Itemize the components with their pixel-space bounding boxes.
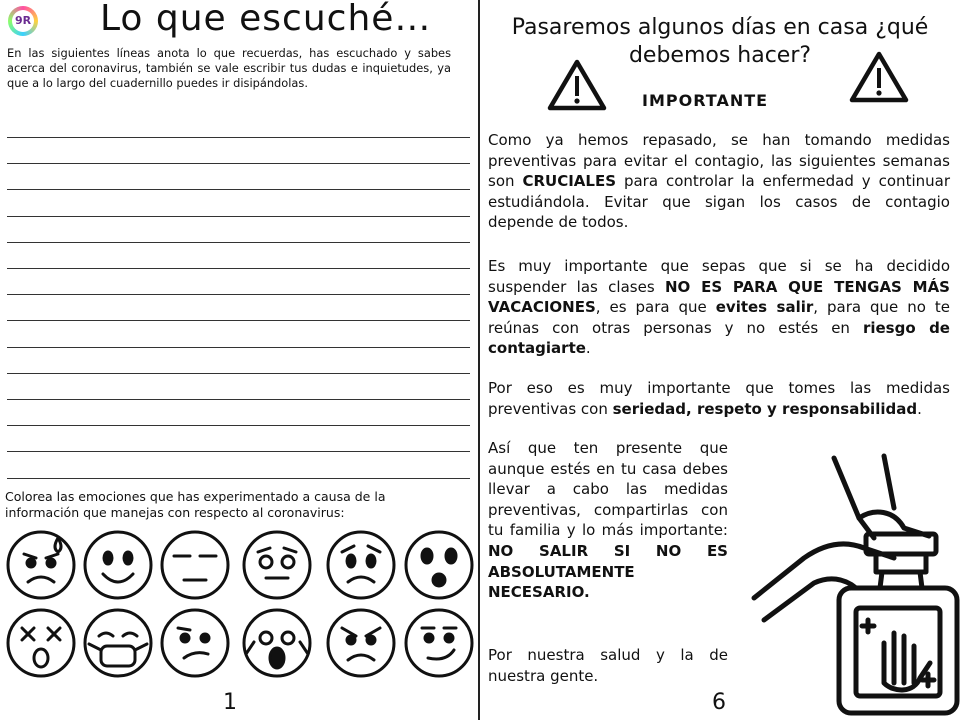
surprised-icon[interactable] xyxy=(402,528,476,602)
writing-line[interactable] xyxy=(7,320,470,321)
paragraph-2: Es muy importante que sepas que si se ha decidido suspender las clases NO ES PARA QUE TENGAS MÁS VACACIONES, es para que evites salir, para que no te reúnas con otras personas y no estés en riesgo de contagiarte. xyxy=(488,257,950,358)
writing-line[interactable] xyxy=(7,399,470,400)
paragraph-3: Por eso es muy importante que tomes las medidas preventivas con seriedad, respeto y responsabilidad. xyxy=(488,379,950,418)
confused-icon[interactable] xyxy=(158,606,232,680)
neutral-icon[interactable] xyxy=(158,528,232,602)
page-number: 6 xyxy=(712,690,726,715)
logo-text: 9R xyxy=(12,10,34,32)
paragraph-1: Como ya hemos repasado, se han tomando medidas preventivas para evitar el contagio, las siguientes semanas son CRUCIALES para controlar la enfermedad y continuar estudiándola. Evitar que sigan los casos de contagio depende de todos. xyxy=(488,131,950,232)
writing-line[interactable] xyxy=(7,478,470,479)
writing-line[interactable] xyxy=(7,425,470,426)
writing-line[interactable] xyxy=(7,373,470,374)
right-page xyxy=(480,0,960,720)
left-page xyxy=(0,0,478,720)
writing-line[interactable] xyxy=(7,137,470,138)
masked-icon[interactable] xyxy=(81,606,155,680)
hand-sanitizer-icon xyxy=(744,448,960,720)
page-number: 1 xyxy=(223,690,237,715)
dizzy-shocked-icon[interactable] xyxy=(4,606,78,680)
writing-line[interactable] xyxy=(7,189,470,190)
teary-icon[interactable] xyxy=(240,528,314,602)
emotions-prompt: Colorea las emociones que has experimentado a causa de la información que manejas con respecto al coronavirus: xyxy=(5,489,386,520)
happy-icon[interactable] xyxy=(81,528,155,602)
writing-line[interactable] xyxy=(7,163,470,164)
sad-icon[interactable] xyxy=(324,528,398,602)
paragraph-5: Por nuestra salud y la de nuestra gente. xyxy=(488,646,728,685)
sweating-sad-icon[interactable] xyxy=(4,528,78,602)
paragraph-4: Así que ten presente que aunque estés en tu casa debes llevar a cabo las medidas preventivas, compartirlas con tu familia y lo más importante: NO SALIR SI NO ES ABSOLUTAMENTE NECESARIO. xyxy=(488,439,728,602)
logo-icon xyxy=(8,6,38,36)
writing-line[interactable] xyxy=(7,268,470,269)
right-page-title: Pasaremos algunos días en casa ¿qué debemos hacer? xyxy=(511,15,929,68)
writing-line[interactable] xyxy=(7,242,470,243)
warning-icon xyxy=(848,50,910,104)
warning-icon xyxy=(546,58,608,112)
scared-icon[interactable] xyxy=(240,606,314,680)
writing-line[interactable] xyxy=(7,347,470,348)
page-title: Lo que escuché… xyxy=(100,0,432,39)
smirking-icon[interactable] xyxy=(402,606,476,680)
writing-line[interactable] xyxy=(7,294,470,295)
writing-line[interactable] xyxy=(7,216,470,217)
angry-icon[interactable] xyxy=(324,606,398,680)
intro-text: En las siguientes líneas anota lo que recuerdas, has escuchado y sabes acerca del coronavirus, también se vale escribir tus dudas e inquietudes, ya que a lo largo del cuadernillo puedes ir disipándolas. xyxy=(7,46,451,90)
writing-line[interactable] xyxy=(7,451,470,452)
important-heading: IMPORTANTE xyxy=(642,91,769,110)
